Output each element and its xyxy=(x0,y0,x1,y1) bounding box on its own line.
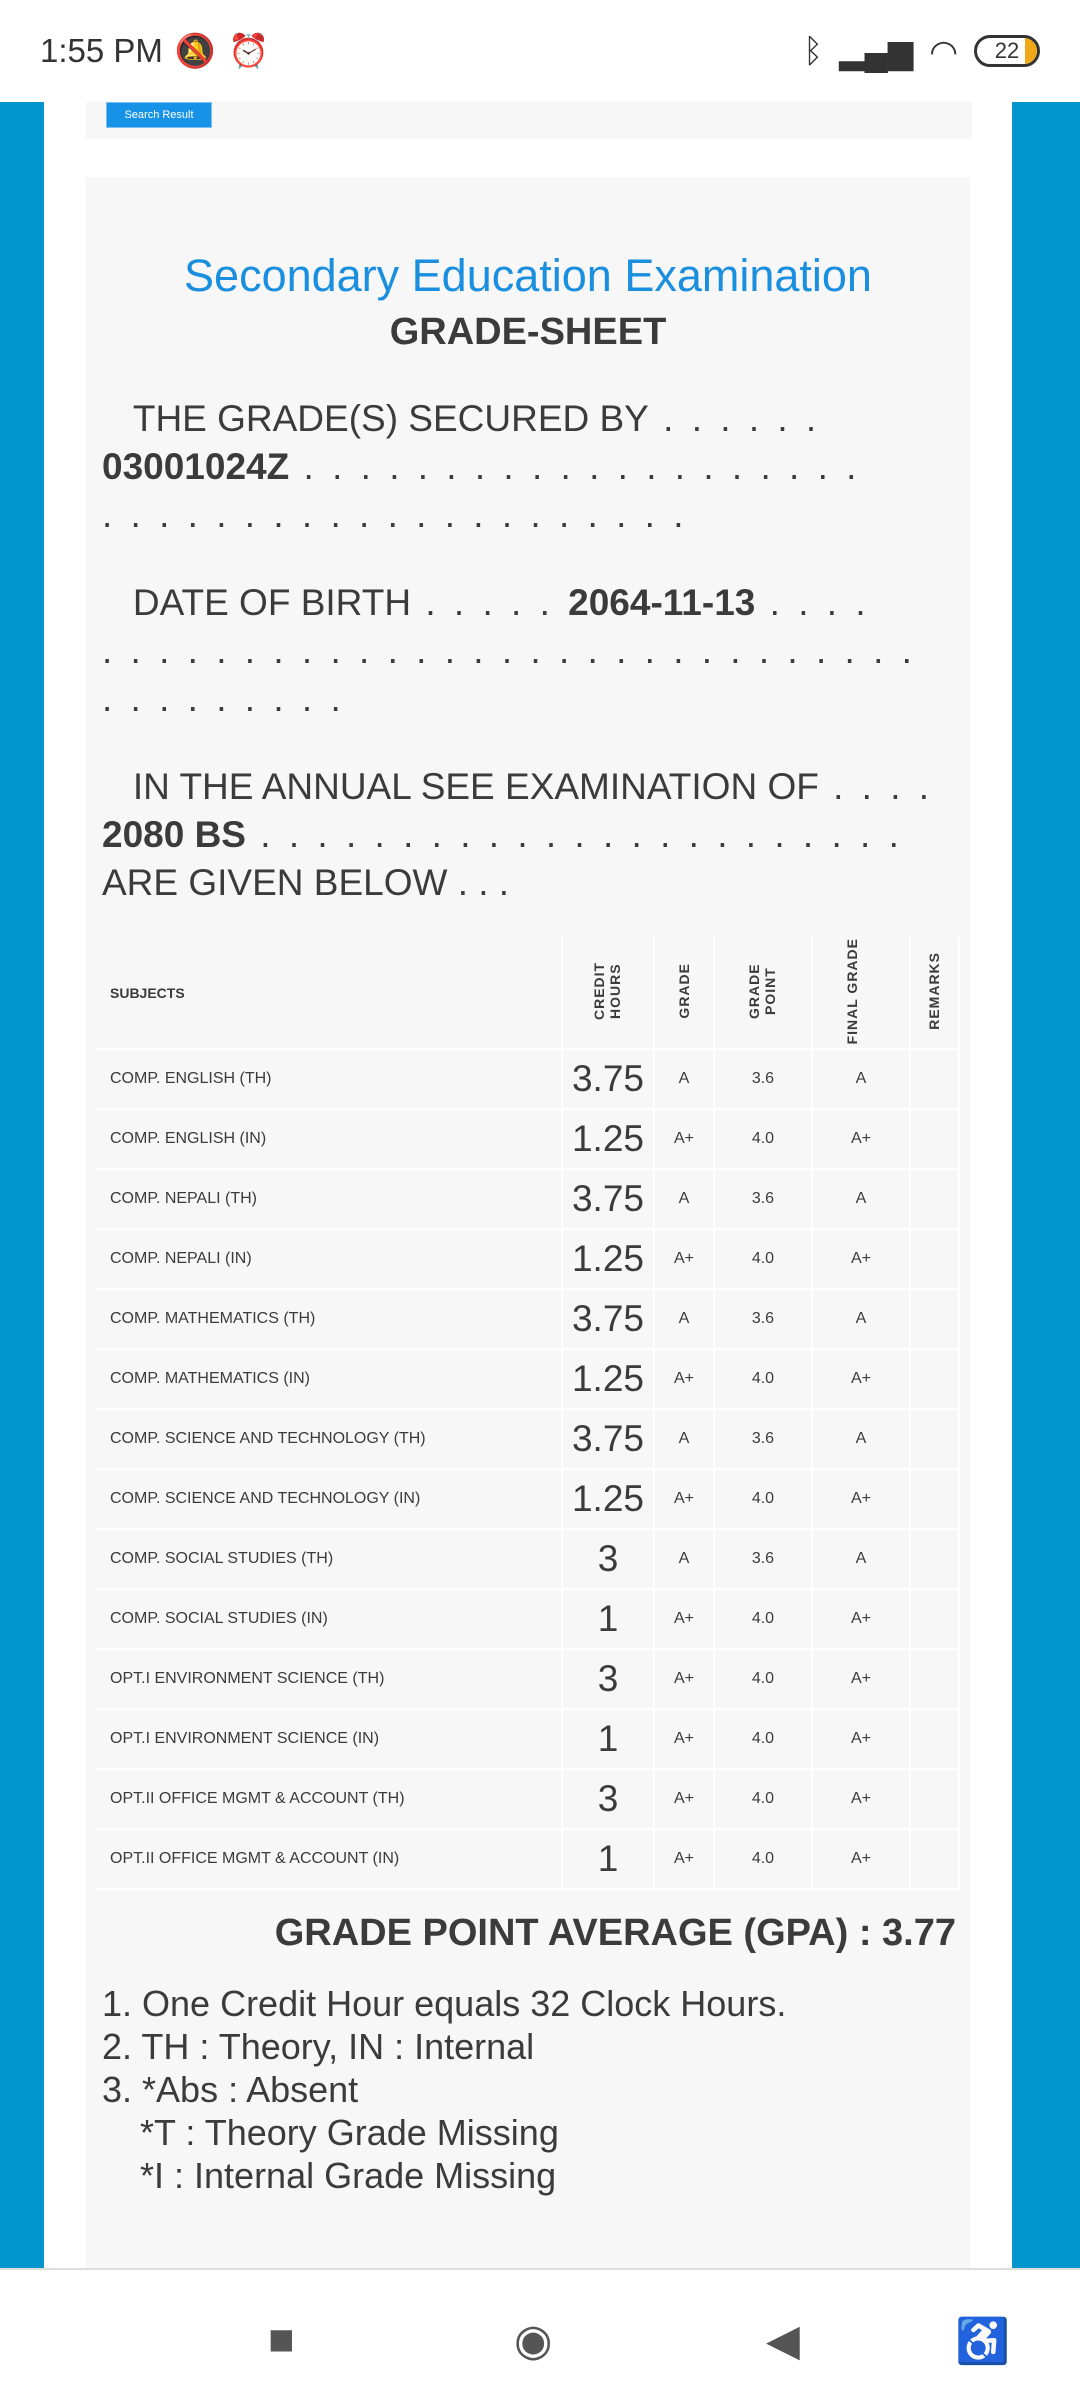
cell-grade-point: 4.0 xyxy=(714,1109,812,1169)
table-row xyxy=(96,1409,959,1469)
cell-grade: A+ xyxy=(654,1709,714,1769)
cell-grade: A xyxy=(654,1409,714,1469)
accessibility-icon[interactable]: ♿ xyxy=(955,2317,1010,2366)
cell-grade: A xyxy=(654,1169,714,1229)
header-final-grade: FINAL GRADE xyxy=(812,937,910,1049)
cell-final-grade: A+ xyxy=(812,1589,910,1649)
cell-remarks xyxy=(910,1709,959,1769)
cell-grade-point: 4.0 xyxy=(714,1349,812,1409)
cell-credit-hours: 3.75 xyxy=(562,1289,654,1349)
cell-final-grade: A xyxy=(812,1049,910,1109)
cell-subject: COMP. ENGLISH (IN) xyxy=(96,1109,562,1169)
cell-final-grade: A xyxy=(812,1409,910,1469)
table-row xyxy=(96,1469,959,1529)
cell-grade-point: 3.6 xyxy=(714,1529,812,1589)
cell-grade: A xyxy=(654,1049,714,1109)
secured-by: THE GRADE(S) SECURED BY . . . . . . 03001024Z . . . . . . . . . . . . . . . . . . . . . . . . . . . . . . . . . . . . . . . . . xyxy=(102,398,861,535)
back-button[interactable]: ◀ xyxy=(766,2316,800,2365)
cell-grade-point: 3.6 xyxy=(714,1169,812,1229)
header-grade-point: GRADE POINT xyxy=(714,937,812,1049)
cell-remarks xyxy=(910,1529,959,1589)
cell-remarks xyxy=(910,1169,959,1229)
gpa: GRADE POINT AVERAGE (GPA) : 3.77 xyxy=(274,1912,956,1954)
cell-grade-point: 3.6 xyxy=(714,1409,812,1469)
cell-credit-hours: 3.75 xyxy=(562,1169,654,1229)
battery-level: 22 xyxy=(994,38,1020,63)
table-row xyxy=(96,1589,959,1649)
exam-title: Secondary Education Examination xyxy=(184,250,872,301)
cell-credit-hours: 3 xyxy=(562,1769,654,1829)
cell-subject: OPT.I ENVIRONMENT SCIENCE (TH) xyxy=(96,1649,562,1709)
time: 1:55 PM xyxy=(40,32,163,69)
cell-grade: A+ xyxy=(654,1109,714,1169)
cell-subject: COMP. SOCIAL STUDIES (IN) xyxy=(96,1589,562,1649)
cell-final-grade: A+ xyxy=(812,1469,910,1529)
cell-subject: COMP. MATHEMATICS (IN) xyxy=(96,1349,562,1409)
bell-off-icon: 🔕 xyxy=(174,31,216,69)
exam-year: 2080 BS xyxy=(102,814,246,855)
cell-grade-point: 4.0 xyxy=(714,1469,812,1529)
cell-grade-point: 3.6 xyxy=(714,1289,812,1349)
cell-credit-hours: 1.25 xyxy=(562,1229,654,1289)
cell-subject: COMP. NEPALI (IN) xyxy=(96,1229,562,1289)
table-row xyxy=(96,1349,959,1409)
cell-credit-hours: 1 xyxy=(562,1829,654,1889)
cell-subject: COMP. ENGLISH (TH) xyxy=(96,1049,562,1109)
cell-grade-point: 4.0 xyxy=(714,1589,812,1649)
cell-subject: COMP. NEPALI (TH) xyxy=(96,1169,562,1229)
notes xyxy=(102,1982,960,2197)
signal-icon: ▂▄▆ xyxy=(839,32,914,70)
cell-credit-hours: 1.25 xyxy=(562,1109,654,1169)
table-row xyxy=(96,1829,959,1889)
cell-credit-hours: 1 xyxy=(562,1589,654,1649)
cell-grade: A+ xyxy=(654,1769,714,1829)
cell-subject: OPT.II OFFICE MGMT & ACCOUNT (IN) xyxy=(96,1829,562,1889)
cell-credit-hours: 1.25 xyxy=(562,1349,654,1409)
bluetooth-icon: ᛒ xyxy=(803,32,824,69)
table-row xyxy=(96,1109,959,1169)
home-button[interactable]: ◉ xyxy=(514,2316,553,2365)
cell-credit-hours: 3 xyxy=(562,1649,654,1709)
table-row xyxy=(96,1649,959,1709)
grade-sheet xyxy=(86,177,970,2268)
cell-final-grade: A xyxy=(812,1169,910,1229)
cell-remarks xyxy=(910,1349,959,1409)
cell-grade: A+ xyxy=(654,1589,714,1649)
header-grade: GRADE xyxy=(654,937,714,1049)
table-header xyxy=(96,937,959,1049)
cell-credit-hours: 3.75 xyxy=(562,1409,654,1469)
cell-remarks xyxy=(910,1589,959,1649)
cell-grade: A+ xyxy=(654,1349,714,1409)
table-row xyxy=(96,1529,959,1589)
left-border xyxy=(0,102,44,2268)
cell-subject: COMP. MATHEMATICS (TH) xyxy=(96,1289,562,1349)
cell-grade-point: 4.0 xyxy=(714,1229,812,1289)
search-panel xyxy=(86,102,972,139)
note: 3. *Abs : Absent xyxy=(102,2069,359,2110)
cell-final-grade: A+ xyxy=(812,1829,910,1889)
cell-grade-point: 3.6 xyxy=(714,1049,812,1109)
cell-remarks xyxy=(910,1769,959,1829)
cell-final-grade: A xyxy=(812,1289,910,1349)
cell-remarks xyxy=(910,1109,959,1169)
given-below: ARE GIVEN BELOW . . . xyxy=(102,862,510,903)
header-subjects: SUBJECTS xyxy=(96,937,562,1049)
grade-sheet-heading: GRADE-SHEET xyxy=(389,311,667,353)
cell-credit-hours: 3.75 xyxy=(562,1049,654,1109)
exam-info: IN THE ANNUAL SEE EXAMINATION OF . . . . 2080 BS . . . . . . . . . . . . . . . . . . . . . . . ARE GIVEN BELOW . . . xyxy=(102,766,934,903)
cell-remarks xyxy=(910,1409,959,1469)
wifi-icon: ◠ xyxy=(929,32,958,70)
cell-final-grade: A xyxy=(812,1529,910,1589)
cell-final-grade: A+ xyxy=(812,1649,910,1709)
secured-label: THE GRADE(S) SECURED BY xyxy=(132,398,649,439)
symbol-number: 03001024Z xyxy=(102,446,290,487)
cell-final-grade: A+ xyxy=(812,1229,910,1289)
cell-subject: OPT.I ENVIRONMENT SCIENCE (IN) xyxy=(96,1709,562,1769)
header-remarks: REMARKS xyxy=(910,937,959,1049)
table-row xyxy=(96,1289,959,1349)
battery-icon xyxy=(974,35,1040,67)
cell-subject: COMP. SCIENCE AND TECHNOLOGY (IN) xyxy=(96,1469,562,1529)
cell-subject: OPT.II OFFICE MGMT & ACCOUNT (TH) xyxy=(96,1769,562,1829)
exam-label: IN THE ANNUAL SEE EXAMINATION OF xyxy=(132,766,819,807)
alarm-icon: ⏰ xyxy=(228,31,270,69)
cell-remarks xyxy=(910,1469,959,1529)
date-of-birth: DATE OF BIRTH . . . . . 2064-11-13 . . . . . . . . . . . . . . . . . . . . . . . . . . . . . . . . . . . . . . . . . . xyxy=(102,582,916,719)
cell-grade: A+ xyxy=(654,1829,714,1889)
cell-credit-hours: 1.25 xyxy=(562,1469,654,1529)
table-row xyxy=(96,1169,959,1229)
dob-label: DATE OF BIRTH xyxy=(132,582,412,623)
table-row xyxy=(96,1769,959,1829)
cell-final-grade: A+ xyxy=(812,1109,910,1169)
cell-grade-point: 4.0 xyxy=(714,1649,812,1709)
search-result-button[interactable]: Search Result xyxy=(106,102,212,128)
cell-remarks xyxy=(910,1049,959,1109)
right-border xyxy=(1012,102,1080,2268)
cell-grade-point: 4.0 xyxy=(714,1769,812,1829)
cell-grade: A xyxy=(654,1529,714,1589)
cell-grade: A+ xyxy=(654,1649,714,1709)
status-bar xyxy=(0,0,1080,102)
recents-button[interactable]: ■ xyxy=(268,2315,295,2364)
cell-grade: A+ xyxy=(654,1469,714,1529)
cell-credit-hours: 3 xyxy=(562,1529,654,1589)
cell-grade-point: 4.0 xyxy=(714,1709,812,1769)
cell-subject: COMP. SOCIAL STUDIES (TH) xyxy=(96,1529,562,1589)
header-credit-hours: CREDIT HOURS xyxy=(562,937,654,1049)
note: 1. One Credit Hour equals 32 Clock Hours. xyxy=(102,1983,787,2024)
dob-value: 2064-11-13 xyxy=(568,582,756,623)
cell-remarks xyxy=(910,1289,959,1349)
note: *T : Theory Grade Missing xyxy=(140,2112,559,2153)
cell-remarks xyxy=(910,1229,959,1289)
navigation-bar xyxy=(0,2268,1080,2400)
table-row xyxy=(96,1229,959,1289)
cell-final-grade: A+ xyxy=(812,1769,910,1829)
cell-grade-point: 4.0 xyxy=(714,1829,812,1889)
cell-remarks xyxy=(910,1829,959,1889)
note: *I : Internal Grade Missing xyxy=(140,2155,557,2196)
note: 2. TH : Theory, IN : Internal xyxy=(102,2026,535,2067)
cell-final-grade: A+ xyxy=(812,1709,910,1769)
cell-remarks xyxy=(910,1649,959,1709)
cell-subject: COMP. SCIENCE AND TECHNOLOGY (TH) xyxy=(96,1409,562,1469)
grades-table xyxy=(96,937,960,1890)
cell-final-grade: A+ xyxy=(812,1349,910,1409)
cell-grade: A xyxy=(654,1289,714,1349)
table-row xyxy=(96,1049,959,1109)
cell-grade: A+ xyxy=(654,1229,714,1289)
table-row xyxy=(96,1709,959,1769)
cell-credit-hours: 1 xyxy=(562,1709,654,1769)
